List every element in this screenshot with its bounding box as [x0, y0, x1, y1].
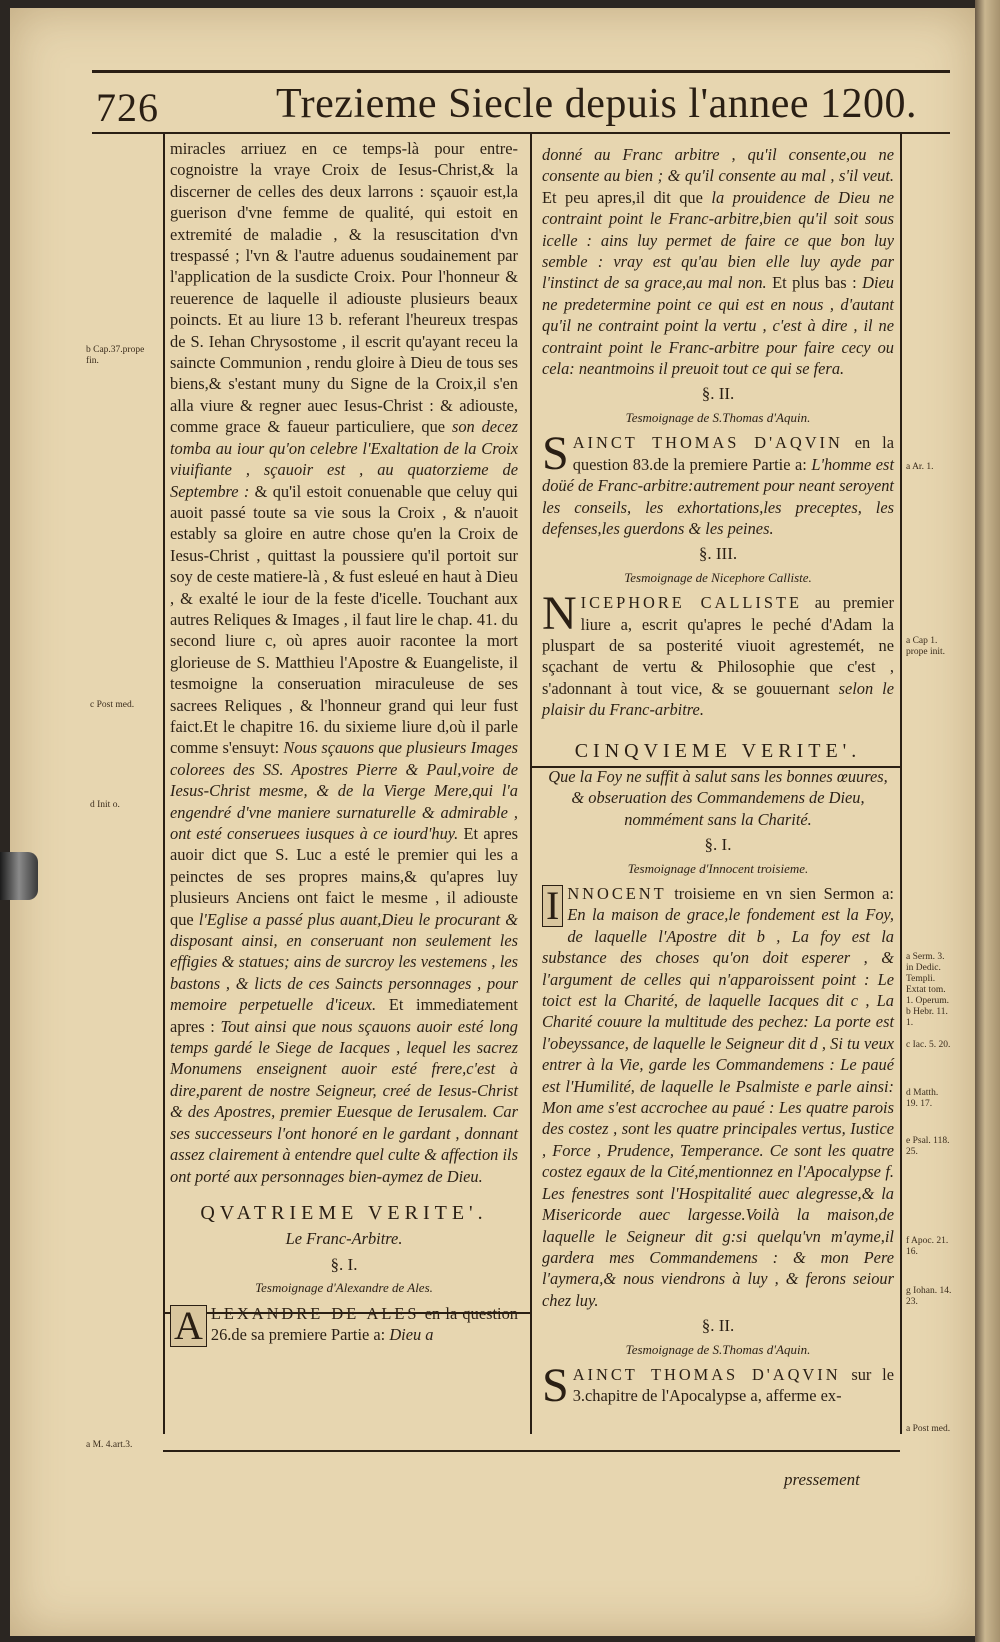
paragraph: A LEXANDRE DE ALES en la question 26.de sa premiere Partie a: Dieu a — [170, 1303, 518, 1346]
margin-note: g Iohan. 14. 23. — [906, 1286, 952, 1307]
margin-note: c Iac. 5. 20. — [906, 1040, 951, 1050]
catchword: pressement — [784, 1470, 860, 1489]
margin-note: a Post med. — [906, 1424, 951, 1434]
margin-note: e Psal. 118. 25. — [906, 1136, 950, 1157]
running-title: Trezieme Siecle depuis l'annee 1200. — [276, 81, 918, 127]
drop-cap: A — [170, 1305, 207, 1347]
drop-cap: S — [542, 427, 569, 481]
bottom-rule — [163, 1450, 900, 1452]
margin-note: b Cap.37.prope fin. — [86, 345, 145, 366]
facing-page-edge — [975, 0, 1000, 1642]
testimony-title: Tesmoignage de S.Thomas d'Aquin. — [625, 409, 811, 425]
book-clip — [0, 852, 38, 900]
paragraph: S AINCT THOMAS D'AQVIN en la question 83.de la premiere Partie a: L'homme est doüé de Franc-arbitre:autrement pour neant seroyent les conseils, les exhortations,les preceptes, les defenses,les guerdons & les peines. — [542, 427, 894, 538]
section-number: §. I. — [330, 1254, 358, 1274]
paragraph: S AINCT THOMAS D'AQVIN sur le 3.chapitre de l'Apocalypse a, afferme ex- — [542, 1358, 894, 1412]
paragraph: miracles arriuez en ce temps-là pour entre-cognoistre la vraye Croix de Iesus-Christ,& la discerner de celles des deux larrons : sçauoir est,la guerison d'vne femme de qualité, qui estoit en extremité de maladie , & la resuscitation d'vn trespassé ; l'vn & l'autre aduenus soudainement par l'application de la susdicte Croix. Pour l'honneur & reuerence de laquelle il adiouste plusieurs beaux poincts. Et au liure 13 b. referant l'heureux trespas de S. Iehan Chrysostome , il escrit qu'ayant receu la saincte Communion , rendu gloire à Dieu de tous ses biens,& s'estant muny du Signe de la Croix,il s'en alla viure & regner auec Iesus-Christ : & adiouste, comme grace & faueur particuliere, que son decez tomba au iour qu'on celebre l'Exaltation de la Croix viuifiante , sçauoir est , au quatorzieme de Septembre : & qu'il estoit conuenable que celuy qui auoit passé toute sa vie sous la Croix , & n'auoit estably sa gloire en autre chose qu'en la Croix de Iesus-Christ , quittast la poussiere qu'il portoit sur soy de ceste matiere-là , & fust esleué en haut à Dieu , & exalté le iour de la feste d'icelle. Touchant aux autres Reliques & Images , il faut lire le chap. 41. du second liure c, où apres auoir racontee la mort glorieuse de S. Matthieu l'Apostre & Euangeliste, il tesmoigne la conseruation miraculeuse de ses sacrees Reliques , & l'honneur grand qui leur fust faict.Et le chapitre 16. du sixieme liure d,où il parle comme s'ensuyt: Nous sçauons que plusieurs Images colorees des SS. Apostres Pierre & Paul,voire de Iesus-Christ mesme, & de la Vierge Mere,qui l'a engendré d'vne maniere surnaturelle & admirable , ont esté conseruees iusques à ce iourd'huy. Et apres auoir dict que S. Luc a esté le premier qui les a peinctes de ses propres mains,& qu'apres luy plusieurs Anciens ont faict le mesme , il adiouste que l'Eglise a passé plus auant,Dieu le procurant & disposant ainsi, en conseruant non seulement les effigies & statues; ains de surcroy les vestemens , les bastons , & licts de ces Saincts personnages , pour memoire perpetuelle d'iceux. Et immediatement apres : Tout ainsi que nous sçauons auoir esté long temps gardé le Siege de Iacques , lequel les sacrez Monumens enseignent auoir esté frere,c'est à dire,parent de nostre Seigneur, creé de Iesus-Christ & des Apostres, premier Euesque de Ierusalem. Car ses successeurs l'ont honoré en le gardant , donnant assez clairement à entendre quel culte & affection ils ont porté aux personnages bien-aymez de Dieu. — [170, 139, 519, 1186]
drop-cap: N — [542, 587, 577, 641]
paragraph: I NNOCENT troisieme en vn sien Sermon a: En la maison de grace,le fondement est la Foy, de laquelle l'Apostre dit b , La foy est la substance des choses qu'on doit esperer , & l'argument de celles qui n'apparoissent point : Le toict est la Charité, de laquelle Iacques dit c , La Charité couure la multitude des pechez: La porte est l'obeyssance, de laquelle le Seigneur dit d , Si tu veux entrer à la Vie, garde les Commandemens : Le paué est l'Humilité, de laquelle le Psalmiste e parle ainsi: Mon ame s'est accrochee au paué : Les quatre parois des costez , sont les quatre principales vertus, Iustice , Force , Prudence, Temperance. Ce sont les quatre costez egaux de la Cité,mentionnez en l'Apocalypse f. Les fenestres sont l'Hospitalité auec alegresse,& la Misericorde auec largesse.Voilà la maison,de laquelle le Seigneur dit g:si quelqu'vn m'ayme,il gardera mes Commandemens : & mon Pere l'aymera,& nous viendrons à luy , & ferons seiour chez luy. — [542, 883, 894, 1310]
section-heading: CINQVIEME VERITE'. — [574, 739, 862, 762]
margin-note: c Post med. — [90, 700, 135, 710]
margin-note: d Matth. 19. 17. — [906, 1088, 939, 1109]
header-rule — [92, 132, 950, 134]
section-subheading: Que la Foy ne suffit à salut sans les bonnes œuures, & obseruation des Commandemens de Dieu, nommément sans la Charité. — [548, 766, 888, 829]
center-column-rule — [530, 134, 532, 1434]
margin-note: a Cap 1. prope init. — [906, 636, 946, 657]
section-number: §. II. — [701, 384, 735, 404]
section-number: §. I. — [704, 835, 732, 855]
margin-note: d Init o. — [90, 800, 120, 810]
left-column — [170, 138, 518, 1347]
right-column — [542, 144, 894, 1412]
left-column-rule — [163, 134, 165, 1434]
testimony-title: Tesmoignage d'Innocent troisieme. — [627, 860, 809, 876]
paragraph: N ICEPHORE CALLISTE au premier liure a, escrit qu'apres le peché d'Adam la pluspart de sa posterité viuoit agrestemét, ne sçachant de vertu & Philosophie que c'est , s'adonnant à tout vice, & se gouuernant selon le plaisir du Franc-arbitre. — [542, 587, 894, 720]
drop-cap: I — [542, 885, 563, 927]
margin-note: a M. 4.art.3. — [86, 1440, 133, 1450]
section-number: §. III. — [698, 544, 738, 564]
drop-cap: S — [542, 1358, 569, 1412]
testimony-title: Tesmoignage d'Alexandre de Ales. — [255, 1280, 433, 1296]
testimony-title: Tesmoignage de Nicephore Calliste. — [624, 569, 812, 585]
page-number: 726 — [96, 85, 159, 130]
section-heading: QVATRIEME VERITE'. — [200, 1201, 488, 1224]
margin-note: f Apoc. 21. 16. — [906, 1236, 949, 1257]
right-column-rule — [900, 134, 902, 1434]
testimony-title: Tesmoignage de S.Thomas d'Aquin. — [625, 1341, 811, 1357]
margin-note: a Serm. 3. in Dedic. Templi. Extat tom. 1. Operum. b Hebr. 11. 1. — [906, 952, 950, 1028]
section-number: §. II. — [701, 1316, 735, 1336]
top-rule — [92, 70, 950, 73]
paragraph: donné au Franc arbitre , qu'il consente,ou ne consente au bien ; & qu'il consente au mal , s'il veut. Et peu apres,il dit que la prouidence de Dieu ne contraint point le Franc-arbitre,bien qu'il soit sous icelle : ains luy permet de faire ce que bon luy semble : vray est qu'au bien elle luy ayde par l'instinct de sa grace,au mal non. Et plus bas : Dieu ne predetermine point ce qui est en nous , d'autant qu'il ne contraint point la vertu , c'est à dire , il ne contraint point le Franc-arbitre pour faire cecy ou cela: neantmoins il preuoit tout ce qui se fera. — [542, 145, 894, 379]
section-subheading: Le Franc-Arbitre. — [285, 1229, 403, 1249]
margin-note: a Ar. 1. — [906, 462, 934, 472]
